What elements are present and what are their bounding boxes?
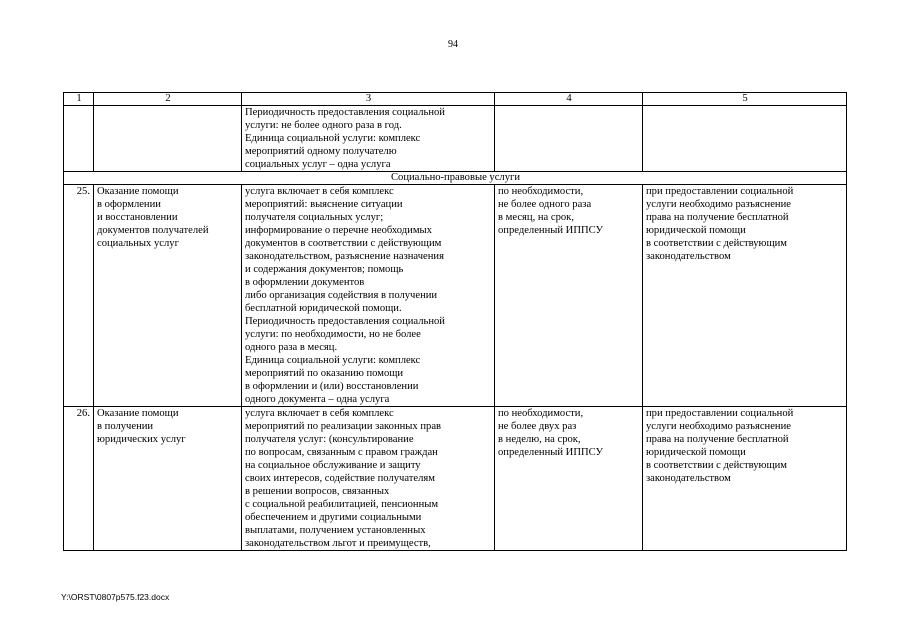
text-line: социальных услуг <box>97 238 179 249</box>
text-line: Единица социальной услуги: комплекс <box>245 355 421 366</box>
text-line: определенный ИППСУ <box>498 225 604 236</box>
text-line: услуга включает в себя комплекс <box>245 408 394 419</box>
text-line: на социальное обслуживание и защиту <box>245 460 421 471</box>
row-number: 26. <box>64 407 94 551</box>
text-line: права на получение бесплатной <box>646 212 789 223</box>
column-header-4: 4 <box>495 93 643 106</box>
row-number: 25. <box>64 185 94 407</box>
service-description-cell <box>242 407 495 551</box>
text-line: услуги необходимо разъяснение <box>646 421 791 432</box>
text-line: Оказание помощи <box>97 408 179 419</box>
text-line: в соответствии с действующим <box>646 460 787 471</box>
text-line: в оформлении <box>97 199 161 210</box>
text-line: одного документа – одна услуга <box>245 394 390 405</box>
service-period-cell <box>495 407 643 551</box>
text-line: с социальной реабилитацией, пенсионным <box>245 499 439 510</box>
service-name-cell <box>94 407 242 551</box>
service-period-cell <box>495 185 643 407</box>
service-conditions-cell <box>643 407 847 551</box>
service-name-cell <box>94 185 242 407</box>
text-line: в соответствии с действующим <box>646 238 787 249</box>
text-line: мероприятий по оказанию помощи <box>245 368 404 379</box>
text-line: и восстановлении <box>97 212 178 223</box>
text-line: получателя социальных услуг; <box>245 212 384 223</box>
column-header-5: 5 <box>643 93 847 106</box>
services-table <box>63 92 847 551</box>
text-line: в оформлении и (или) восстановлении <box>245 381 419 392</box>
service-conditions-cell <box>643 185 847 407</box>
text-line: Оказание помощи <box>97 186 179 197</box>
text-line: информирование о перечне необходимых <box>245 225 432 236</box>
text-line: законодательством <box>646 251 731 262</box>
text-line: социальных услуг – одна услуга <box>245 159 391 170</box>
text-line: либо организация содействия в получении <box>245 290 438 301</box>
text-line: Периодичность предоставления социальной <box>245 316 445 327</box>
text-line: законодательством, разъяснение назначения <box>245 251 444 262</box>
text-line: услуги: по необходимости, но не более <box>245 329 421 340</box>
table-row <box>64 407 847 551</box>
column-header-2: 2 <box>94 93 242 106</box>
text-line: не более двух раз <box>498 421 577 432</box>
text-line: Единица социальной услуги: комплекс <box>245 133 421 144</box>
text-line: по необходимости, <box>498 408 584 419</box>
section-row <box>64 172 847 185</box>
continuation-name-cell <box>94 106 242 172</box>
column-header-1: 1 <box>64 93 94 106</box>
text-line: по вопросам, связанным с правом граждан <box>245 447 438 458</box>
text-line: мероприятий одному получателю <box>245 146 397 157</box>
text-line: документов получателей <box>97 225 209 236</box>
text-line: в месяц, на срок, <box>498 212 574 223</box>
text-line: мероприятий: выяснение ситуации <box>245 199 403 210</box>
text-line: выплатами, получением установленных <box>245 525 426 536</box>
continuation-row <box>64 106 847 172</box>
table-row <box>64 185 847 407</box>
text-line: юридической помощи <box>646 225 746 236</box>
text-line: обеспечением и другими социальными <box>245 512 422 523</box>
text-line: права на получение бесплатной <box>646 434 789 445</box>
text-line: одного раза в месяц. <box>245 342 338 353</box>
text-line: в оформлении документов <box>245 277 365 288</box>
continuation-conditions-cell <box>643 106 847 172</box>
text-line: и содержания документов; помощь <box>245 264 404 275</box>
text-line: по необходимости, <box>498 186 584 197</box>
text-line: не более одного раза <box>498 199 592 210</box>
text-line: услуга включает в себя комплекс <box>245 186 394 197</box>
text-line: при предоставлении социальной <box>646 186 794 197</box>
text-line: законодательством льгот и преимуществ, <box>245 538 431 549</box>
text-line: Периодичность предоставления социальной <box>245 107 445 118</box>
footer-file-path: Y:\ORST\0807p575.f23.docx <box>61 592 170 602</box>
text-line: законодательством <box>646 473 731 484</box>
continuation-num-cell <box>64 106 94 172</box>
text-line: получателя услуг: (консультирование <box>245 434 414 445</box>
continuation-period-cell <box>495 106 643 172</box>
page-number: 94 <box>448 39 458 50</box>
text-line: при предоставлении социальной <box>646 408 794 419</box>
text-line: мероприятий по реализации законных прав <box>245 421 442 432</box>
text-line: в неделю, на срок, <box>498 434 581 445</box>
text-line: документов в соответствии с действующим <box>245 238 442 249</box>
table-header-row <box>64 93 847 106</box>
continuation-description-cell <box>242 106 495 172</box>
service-description-cell <box>242 185 495 407</box>
text-line: услуги: не более одного раза в год. <box>245 120 402 131</box>
text-line: определенный ИППСУ <box>498 447 604 458</box>
column-header-3: 3 <box>242 93 495 106</box>
text-line: в получении <box>97 421 154 432</box>
section-title: Социально-правовые услуги <box>64 172 847 185</box>
text-line: услуги необходимо разъяснение <box>646 199 791 210</box>
text-line: юридических услуг <box>97 434 186 445</box>
text-line: юридической помощи <box>646 447 746 458</box>
text-line: своих интересов, содействие получателям <box>245 473 435 484</box>
text-line: в решении вопросов, связанных <box>245 486 390 497</box>
text-line: бесплатной юридической помощи. <box>245 303 402 314</box>
